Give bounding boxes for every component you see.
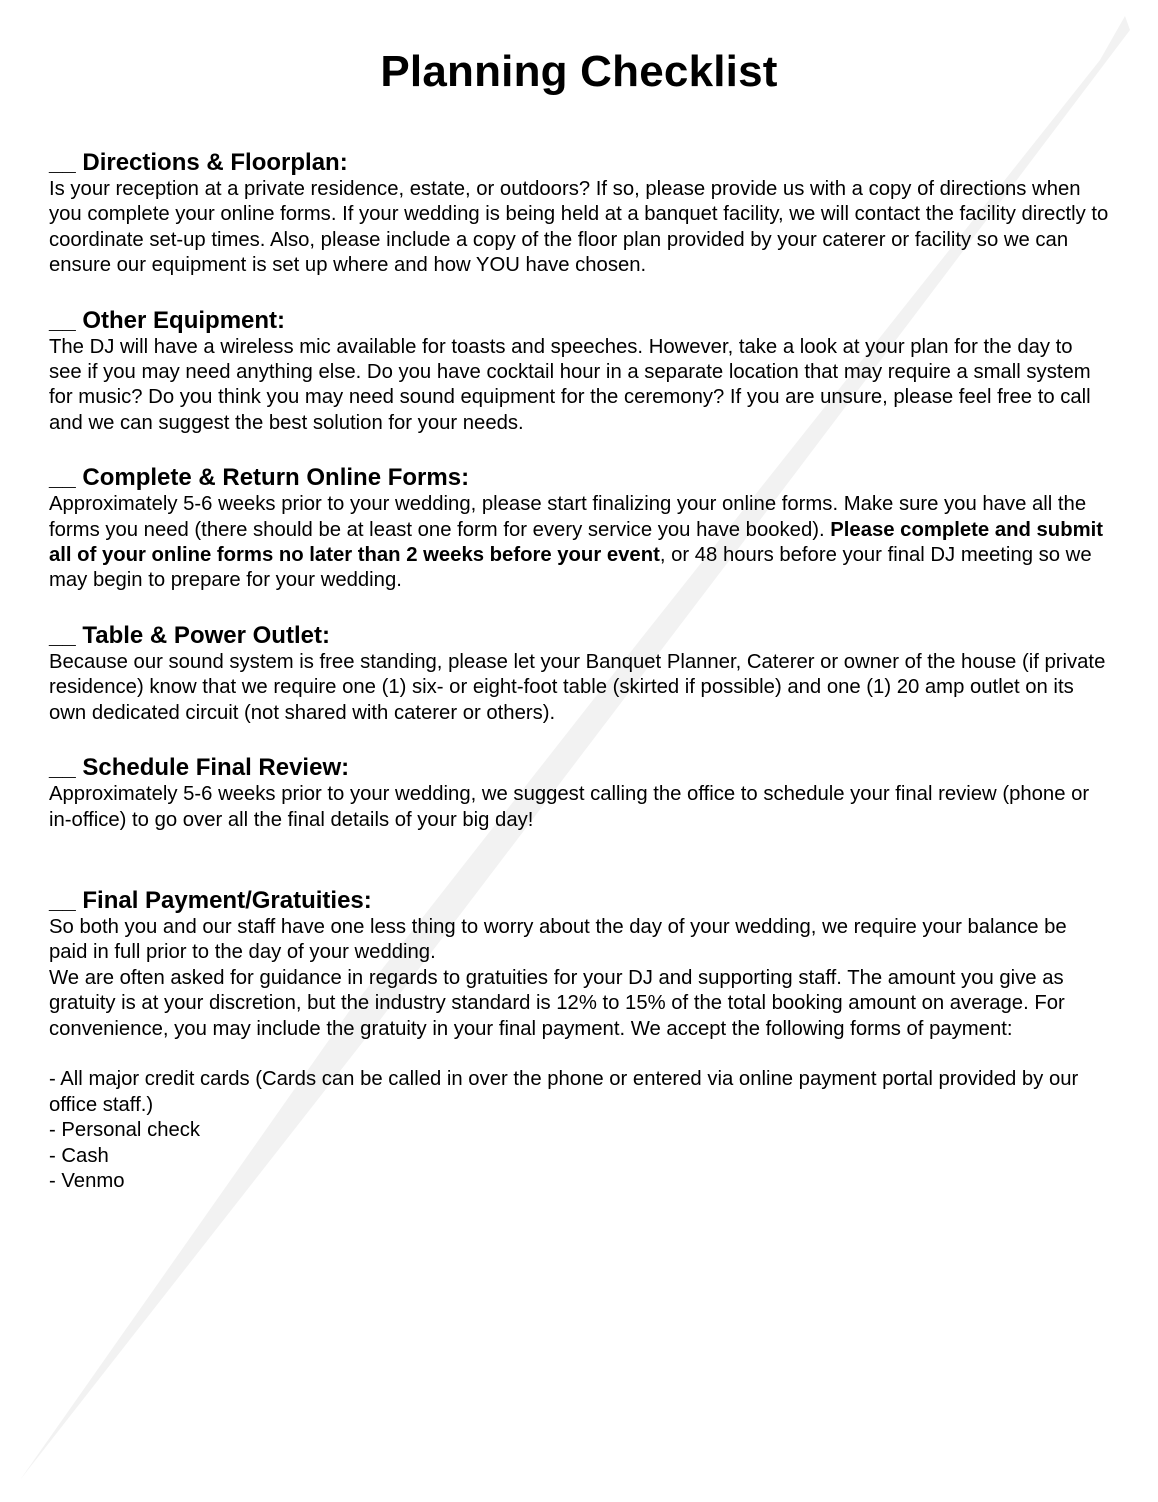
section-online-forms — [49, 464, 1109, 594]
section-body: Is your reception at a private residence, estate, or outdoors? If so, please provide us with a copy of directions when you complete your online forms. If your wedding is being held at a banquet facility, we will contact the facility directly to coordinate set-up times. Also, please include a copy of the floor plan provided by your caterer or facility so we can ensure our equipment is set up where and how YOU have chosen. — [49, 178, 1109, 277]
section-heading: __ Final Payment/Gratuities: — [49, 886, 372, 914]
gratuity-paragraph: We are often asked for guidance in regards to gratuities for your DJ and supporting staff. The amount you give as gratuity is at your discretion, but the industry standard is 12% to 15% of the total booking amount on average. For convenience, you may include the gratuity in your final payment. We accept the following forms of payment: — [49, 966, 1065, 1040]
body-text-after: , or 48 hours before your final DJ meeting so we may begin to prepare for your wedding. — [49, 544, 1092, 592]
list-item: - Personal check — [49, 1119, 201, 1142]
section-heading: __ Complete & Return Online Forms: — [49, 464, 470, 492]
list-item: - Cash — [49, 1144, 109, 1167]
section-body: Because our sound system is free standing, please let your Banquet Planner, Caterer or owner of the house (if private residence) know that we require one (1) six- or eight-foot table (skirted if possible) and one (1) 20 amp outlet on its own dedicated circuit (not shared with caterer or others). — [49, 650, 1106, 724]
page-title: Planning Checklist — [380, 47, 778, 96]
spacer — [49, 1042, 1109, 1067]
section-body: The DJ will have a wireless mic available for toasts and speeches. However, take a look at your plan for the day to see if you may need anything else. Do you have cocktail hour in a separate location that may require a small system for music? Do you think you may need sound equipment for the ceremony? If you are unsure, please feel free to call and we can suggest the best solution for your needs. — [49, 335, 1091, 434]
section-final-payment — [49, 887, 1109, 1194]
section-heading: __ Directions & Floorplan: — [49, 149, 348, 176]
section-table-power-outlet — [49, 622, 1109, 726]
section-body — [49, 492, 1109, 594]
section-heading: __ Other Equipment: — [49, 306, 286, 334]
list-item: - All major credit cards (Cards can be called in over the phone or entered via online payment portal provided by our office staff.) — [49, 1068, 1079, 1116]
section-directions-floorplan — [49, 149, 1109, 279]
body-text-before: Approximately 5-6 weeks prior to your wedding, please start finalizing your online forms. Make sure you have all the forms you need (there should be at least one form for every service you have booked). — [49, 493, 1087, 541]
section-final-review — [49, 754, 1109, 833]
list-item: - Venmo — [49, 1169, 125, 1192]
section-body: Approximately 5-6 weeks prior to your wedding, we suggest calling the office to schedule your final review (phone or in-office) to go over all the final details of your big day! — [49, 783, 1090, 831]
section-other-equipment — [49, 307, 1109, 437]
section-body: So both you and our staff have one less thing to worry about the day of your wedding, we require your balance be paid in full prior to the day of your wedding. — [49, 915, 1067, 964]
payment-methods-list — [49, 1067, 1109, 1194]
section-heading: __ Table & Power Outlet: — [49, 621, 330, 649]
deadline-emphasis: Please complete and submit all of your online forms no later than 2 weeks before your event — [49, 518, 1104, 567]
section-heading: __ Schedule Final Review: — [49, 754, 350, 782]
